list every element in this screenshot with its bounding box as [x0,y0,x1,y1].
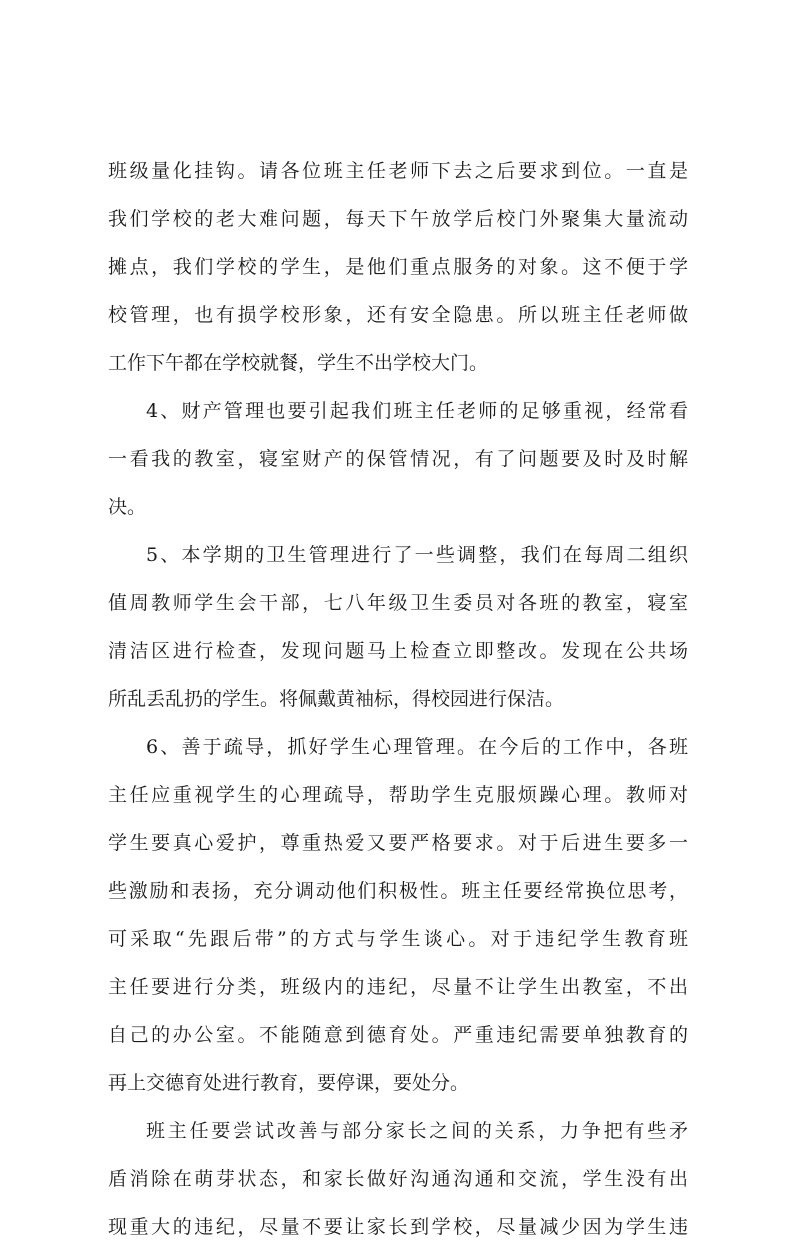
paragraph-5-first-line: 5、本学期的卫生管理进行了一些调整，我们在每周二组织 [146,544,688,566]
text-line: 可采取“先跟后带”的方式与学生谈心。对于违纪学生教育班 [108,928,688,950]
text-line: 清洁区进行检查，发现问题马上检查立即整改。发现在公共场 [108,640,688,662]
text-line: 一看我的教室，寝室财产的保管情况，有了问题要及时及时解 [108,448,688,470]
text-line: 再上交德育处进行教育，要停课，要处分。 [108,1072,470,1094]
text-line: 决。 [108,496,147,518]
paragraph-6-first-line: 6、善于疏导，抓好学生心理管理。在今后的工作中，各班 [146,736,688,758]
document-body [108,147,688,1251]
text-line: 值周教师学生会干部，七八年级卫生委员对各班的教室，寝室 [108,592,688,614]
text-line: 我们学校的老大难问题，每天下午放学后校门外聚集大量流动 [108,208,688,230]
text-line: 主任要进行分类，班级内的违纪，尽量不让学生出教室，不出 [108,976,688,998]
paragraph-4-first-line: 4、财产管理也要引起我们班主任老师的足够重视，经常看 [146,400,688,422]
text-line: 现重大的违纪，尽量不要让家长到学校，尽量减少因为学生违 [108,1216,688,1238]
text-line: 盾消除在萌芽状态，和家长做好沟通沟通和交流，学生没有出 [108,1168,688,1190]
text-line: 自己的办公室。不能随意到德育处。严重违纪需要单独教育的 [108,1024,688,1046]
text-line: 工作下午都在学校就餐，学生不出学校大门。 [108,352,489,374]
text-line: 学生要真心爱护，尊重热爱又要严格要求。对于后进生要多一 [108,832,688,854]
text-line: 所乱丢乱扔的学生。将佩戴黄袖标，得校园进行保洁。 [108,688,565,710]
text-line: 摊点，我们学校的学生，是他们重点服务的对象。这不便于学 [108,256,688,278]
text-line: 些激励和表扬，充分调动他们积极性。班主任要经常换位思考， [108,880,688,902]
text-line: 班级量化挂钩。请各位班主任老师下去之后要求到位。一直是 [108,160,688,182]
text-line: 主任应重视学生的心理疏导，帮助学生克服烦躁心理。教师对 [108,784,688,806]
text-line: 校管理，也有损学校形象，还有安全隐患。所以班主任老师做 [108,304,688,326]
paragraph-7-first-line: 班主任要尝试改善与部分家长之间的关系，力争把有些矛 [146,1120,688,1142]
